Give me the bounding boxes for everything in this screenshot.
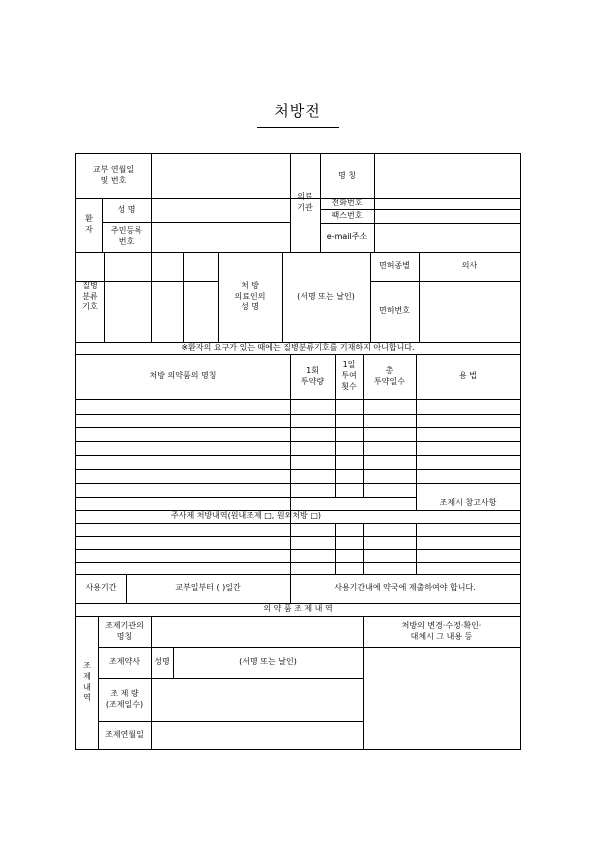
line	[76, 523, 520, 524]
usage-period-value[interactable]: 교부일부터 ( )일간	[175, 583, 241, 593]
phone-label: 전화번호	[331, 198, 363, 208]
patient-name-field[interactable]	[152, 198, 290, 222]
line	[76, 562, 520, 563]
times-header: 1일 투여 횟수	[341, 360, 357, 391]
prescriber-label: 처 방 의료인의 성 명	[234, 280, 266, 312]
dispensing-amount-field[interactable]	[152, 678, 363, 721]
line	[76, 441, 520, 442]
pharmacist-label: 조제약사	[109, 657, 140, 667]
line	[151, 252, 152, 342]
patient-name-label: 성 명	[117, 204, 136, 214]
line	[76, 483, 520, 484]
line	[76, 469, 520, 470]
license-no-field[interactable]	[420, 281, 520, 342]
disease-code-notice: ※환자의 요구가 있는 때에는 질병분류기호를 기재하지 아니합니다.	[181, 342, 415, 352]
line	[335, 523, 336, 574]
dispensing-amount-label: 조 제 량 (조제일수)	[105, 688, 144, 709]
institution-name-field[interactable]	[375, 154, 520, 198]
days-header: 총 투약일수	[374, 365, 405, 386]
line	[363, 523, 364, 574]
license-no-label: 면허번호	[379, 306, 410, 316]
license-type-value: 의사	[461, 261, 478, 271]
pharmacist-signature-hint[interactable]: (서명 또는 날인)	[239, 657, 297, 667]
issue-date-field[interactable]	[152, 154, 290, 198]
dispensing-date-field[interactable]	[152, 721, 363, 749]
fax-field[interactable]	[375, 209, 520, 223]
page-title: 처방전	[274, 102, 321, 120]
dispensing-institution-field[interactable]	[152, 616, 363, 647]
line	[104, 252, 105, 342]
usage-period-label: 사용기간	[85, 583, 117, 593]
title-underline	[257, 127, 339, 128]
change-note-label: 처방의 변경·수정·확인· 대체시 그 내용 등	[401, 620, 482, 641]
line	[183, 252, 184, 342]
patient-label: 환 자	[85, 214, 93, 234]
line	[76, 414, 520, 415]
line	[416, 523, 417, 574]
resident-no-field[interactable]	[152, 222, 290, 252]
dispensing-section-label: 조 제 내 역	[83, 660, 91, 703]
fax-label: 팩스번호	[331, 210, 363, 220]
usage-period-notice: 사용기간내에 약국에 제출하여야 합니다.	[334, 583, 476, 593]
dose-header: 1회 투약량	[300, 365, 325, 386]
prescription-form	[75, 153, 521, 750]
dispensing-institution-label: 조제기관의 명칭	[105, 620, 144, 641]
issue-date-label: 교부 연월일 및 번호	[92, 165, 135, 185]
usage-header: 용 법	[459, 371, 477, 381]
line	[76, 455, 520, 456]
change-note-field[interactable]	[364, 647, 520, 749]
email-field[interactable]	[375, 223, 520, 252]
institution-name-label: 명 칭	[338, 170, 356, 180]
dispensing-date-label: 조제연월일	[105, 729, 144, 739]
institution-label: 의료 기관	[297, 192, 313, 212]
resident-no-label: 주민등록 번호	[111, 226, 142, 246]
line	[76, 427, 520, 428]
medicine-name-header: 처방 의약품의 명칭	[149, 371, 217, 381]
prescriber-signature-hint[interactable]: (서명 또는 날인)	[297, 291, 355, 301]
license-type-label: 면허종별	[379, 261, 410, 271]
line	[76, 399, 520, 400]
line	[76, 549, 520, 550]
line	[76, 497, 416, 498]
pharmacist-name-label: 성명	[154, 657, 170, 667]
phone-field[interactable]	[375, 198, 520, 209]
email-label: e-mail주소	[326, 232, 368, 242]
prep-note-label: 조제시 참고사항	[439, 498, 497, 508]
dispensing-header: 의 약 품 조 제 내 역	[263, 604, 333, 614]
line	[76, 536, 520, 537]
injection-label: 주사제 처방내역(원내조제 □, 원외처방 □)	[171, 511, 321, 521]
disease-code-label: 질병 분류 기호	[82, 280, 98, 312]
